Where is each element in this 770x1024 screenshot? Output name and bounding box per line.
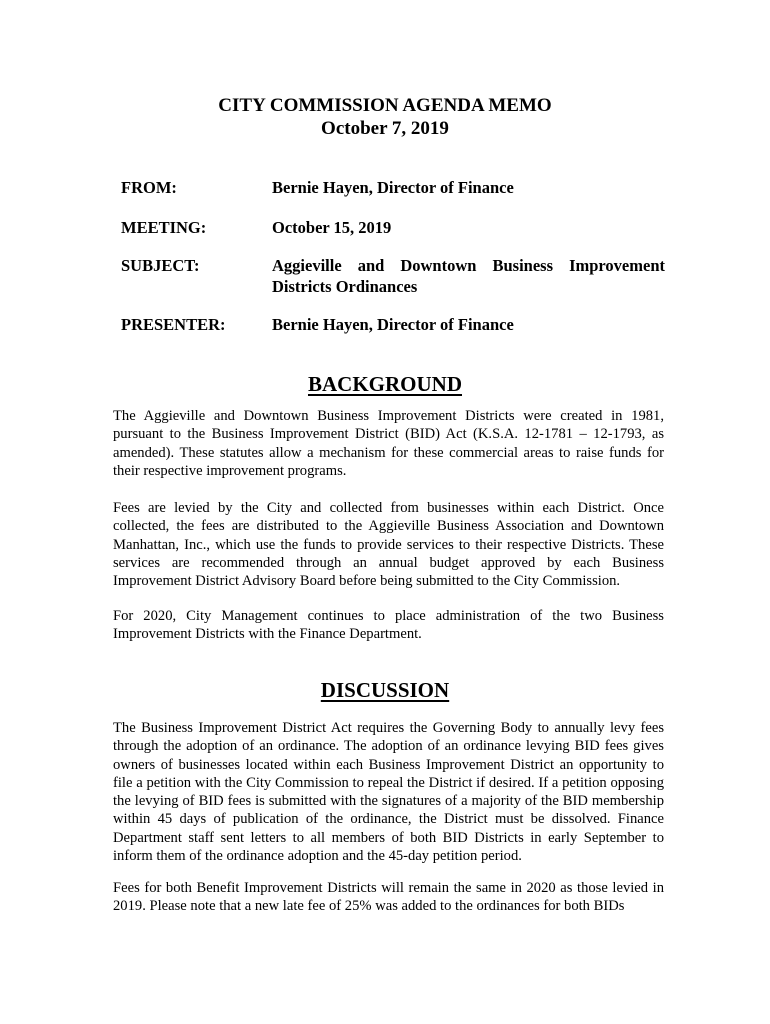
memo-title: CITY COMMISSION AGENDA MEMO	[218, 95, 552, 116]
background-paragraph-3: For 2020, City Management continues to place administration of the two Business Improvement Districts with the Finance Department.	[113, 608, 664, 643]
from-value: Bernie Hayen, Director of Finance	[272, 178, 514, 197]
background-paragraph-2: Fees are levied by the City and collected from businesses within each District. Once collected, the fees are distributed to the Aggieville Business Association and Downtown Manhattan, Inc., which use the funds to provide services to their respective Districts. These services are recommended through an annual budget approved by each Business Improvement District Advisory Board before being submitted to the City Commission.	[113, 500, 664, 590]
meeting-label: MEETING:	[121, 218, 207, 237]
subject-label: SUBJECT:	[121, 256, 200, 275]
meeting-value: October 15, 2019	[272, 218, 392, 237]
background-paragraph-1: The Aggieville and Downtown Business Improvement Districts were created in 1981, pursuant to the Business Improvement District (BID) Act (K.S.A. 12-1781 – 12-1793, as amended). These statutes allow a mechanism for these commercial areas to raise funds for their respective improvement programs.	[113, 408, 664, 479]
presenter-label: PRESENTER:	[121, 315, 226, 334]
discussion-heading: DISCUSSION	[320, 678, 450, 702]
subject-value: Aggieville and Downtown Business Improvement Districts Ordinances	[272, 256, 665, 296]
background-heading: BACKGROUND	[307, 372, 462, 396]
discussion-paragraph-1: The Business Improvement District Act requires the Governing Body to annually levy fees through the adoption of an ordinance. The adoption of an ordinance levying BID fees gives owners of businesses located within each Business Improvement District an opportunity to file a petition with the City Commission to repeal the District if desired. If a petition opposing the levying of BID fees is submitted with the signatures of a majority of the BID membership within 45 days of publication of the ordinance, the District must be dissolved. Finance Department staff sent letters to all members of both BID Districts in early September to inform them of the ordinance adoption and the 45-day petition period.	[113, 720, 664, 865]
memo-date: October 7, 2019	[321, 118, 449, 139]
from-label: FROM:	[121, 178, 177, 197]
discussion-paragraph-2: Fees for both Benefit Improvement Districts will remain the same in 2020 as those levied in 2019. Please note that a new late fee of 25% was added to the ordinances for both BIDs	[113, 880, 664, 915]
presenter-value: Bernie Hayen, Director of Finance	[272, 315, 514, 334]
